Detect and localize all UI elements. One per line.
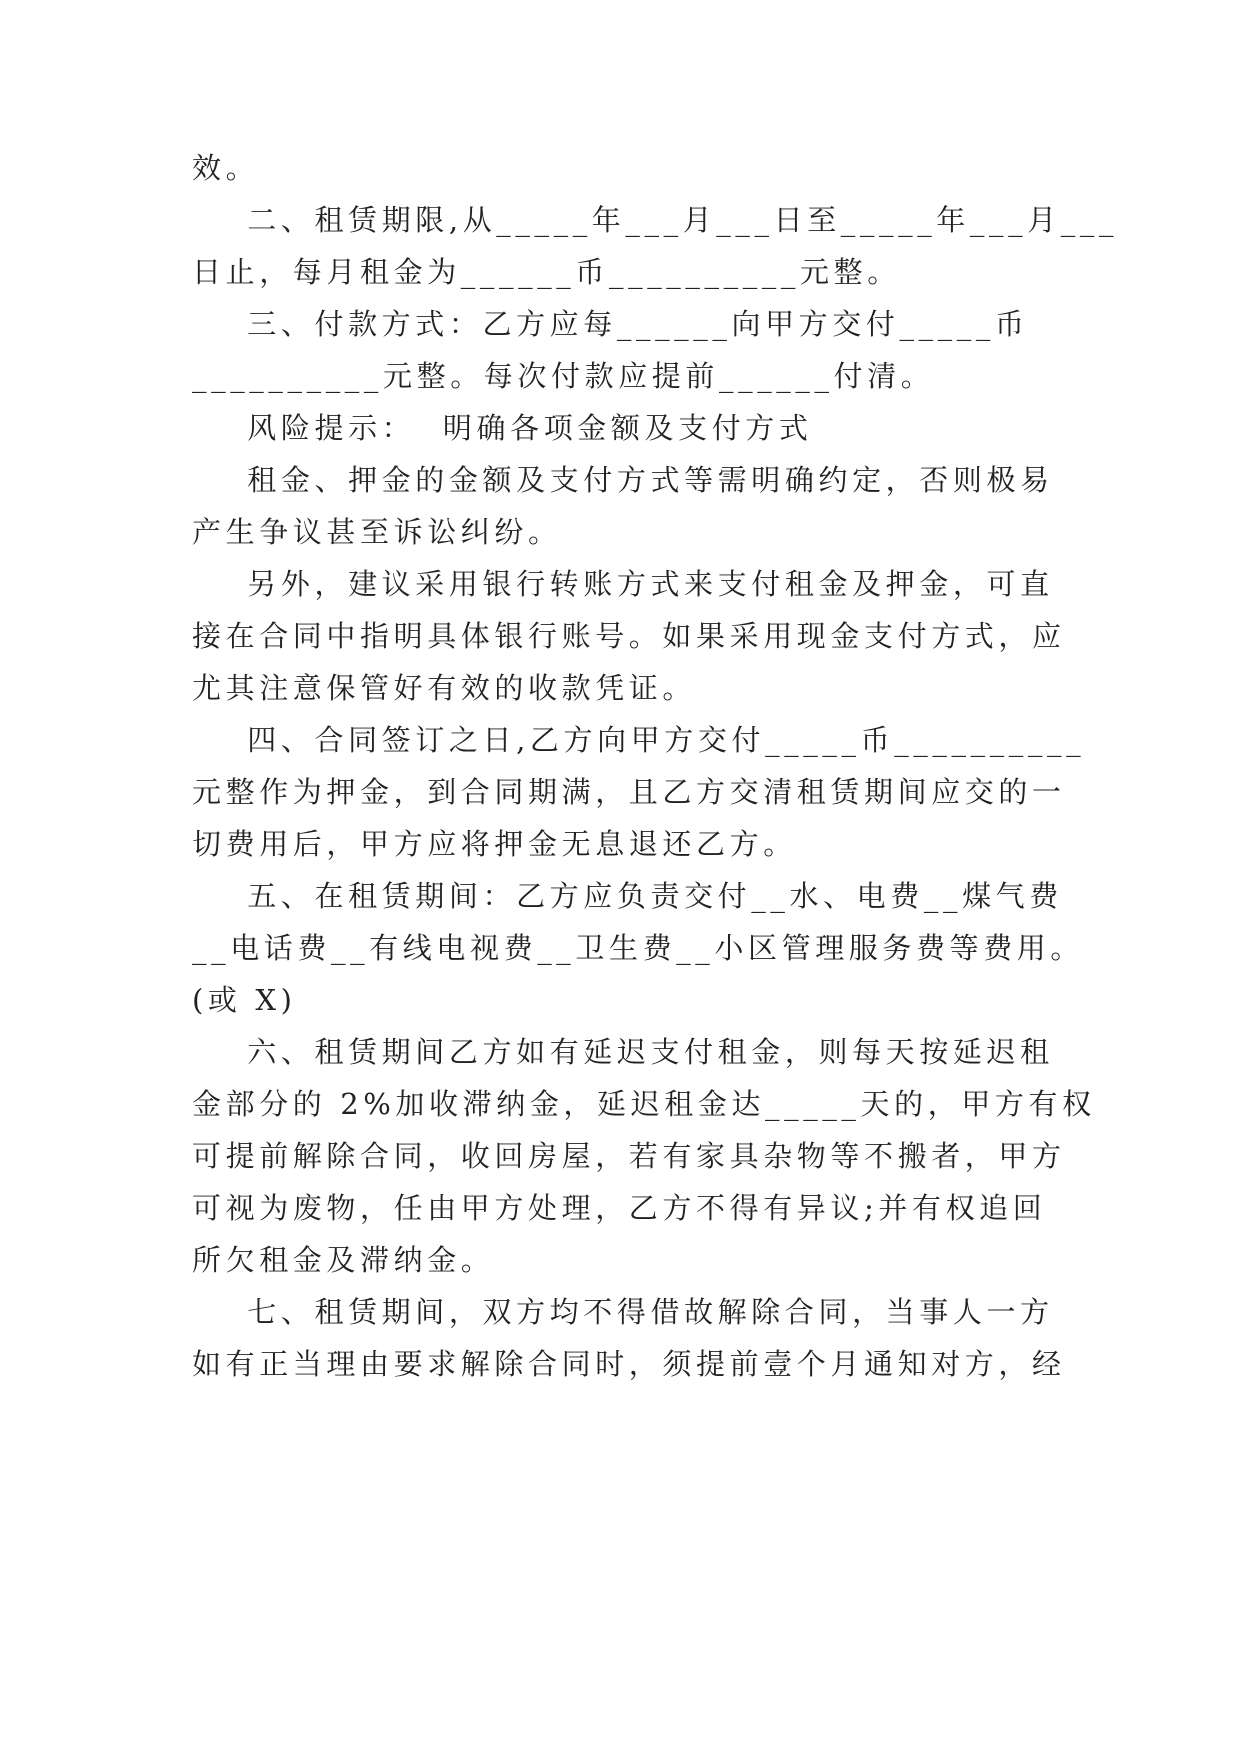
text-line: 所欠租金及滞纳金。 xyxy=(192,1243,495,1277)
text-line: 租金、押金的金额及支付方式等需明确约定，否则极易 xyxy=(192,463,1054,497)
text-line: 如有正当理由要求解除合同时，须提前壹个月通知对方，经 xyxy=(192,1347,1066,1381)
text-line: 可提前解除合同，收回房屋，若有家具杂物等不搬者，甲方 xyxy=(192,1139,1066,1173)
text-line: __________元整。每次付款应提前______付清。 xyxy=(192,359,935,393)
text-line: 七、租赁期间，双方均不得借故解除合同，当事人一方 xyxy=(192,1295,1054,1329)
text-line: (或 X) xyxy=(192,983,297,1017)
text-line: 元整作为押金，到合同期满，且乙方交清租赁期间应交的一 xyxy=(192,775,1066,809)
text-line: 尤其注意保管好有效的收款凭证。 xyxy=(192,671,697,705)
text-line: 可视为废物，任由甲方处理，乙方不得有异议;并有权追回 xyxy=(192,1191,1047,1225)
text-line: 二、租赁期限,从_____年___月___日至_____年___月___ xyxy=(192,203,1119,237)
text-line: 切费用后，甲方应将押金无息退还乙方。 xyxy=(192,827,797,861)
text-line: 另外，建议采用银行转账方式来支付租金及押金，可直 xyxy=(192,567,1054,601)
text-line: 金部分的 2%加收滞纳金，延迟租金达_____天的，甲方有权 xyxy=(192,1087,1096,1121)
text-line: 风险提示： 明确各项金额及支付方式 xyxy=(192,411,813,445)
text-line: 四、合同签订之日,乙方向甲方交付_____币__________ xyxy=(192,723,1086,757)
text-line: 三、付款方式：乙方应每______向甲方交付_____币 xyxy=(192,307,1029,341)
text-line: 六、租赁期间乙方如有延迟支付租金，则每天按延迟租 xyxy=(192,1035,1054,1069)
text-line: 接在合同中指明具体银行账号。如果采用现金支付方式，应 xyxy=(192,619,1066,653)
text-line: 五、在租赁期间：乙方应负责交付__水、电费__煤气费 xyxy=(192,879,1063,913)
text-line: __电话费__有线电视费__卫生费__小区管理服务费等费用。 xyxy=(192,931,1085,965)
text-line: 日止，每月租金为______币__________元整。 xyxy=(192,255,901,289)
text-line: 效。 xyxy=(192,151,260,185)
text-line: 产生争议甚至诉讼纠纷。 xyxy=(192,515,562,549)
